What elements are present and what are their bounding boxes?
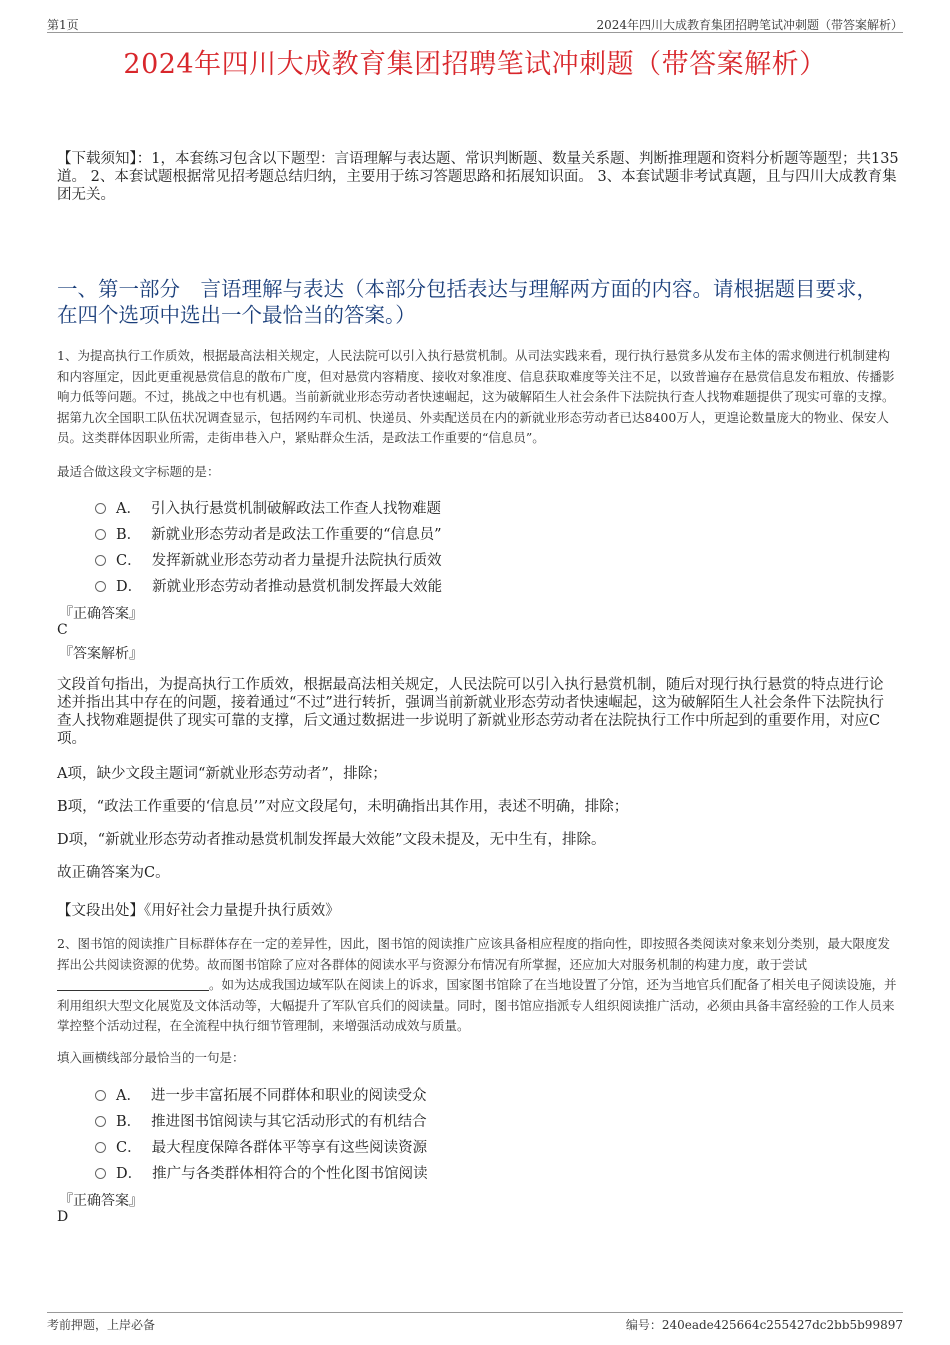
radio-icon[interactable] bbox=[95, 1168, 106, 1179]
q2-option-d[interactable]: D． 推广与各类群体相符合的个性化图书馆阅读 bbox=[95, 1162, 428, 1182]
q1-option-a[interactable]: A． 引入执行悬赏机制破解政法工作查人找物难题 bbox=[95, 497, 441, 517]
section-heading: 一、第一部分 言语理解与表达（本部分包括表达与理解两方面的内容。请根据题目要求，在四个选项中选出一个最恰当的答案。） bbox=[57, 277, 877, 327]
q1-analysis-conclusion: 故正确答案为C。 bbox=[57, 865, 170, 881]
footer-slogan: 考前押题，上岸必备 bbox=[47, 1318, 156, 1332]
question-1-text: 1、为提高执行工作质效，根据最高法相关规定，人民法院可以引入执行悬赏机制。从司法实践来看，现行执行悬赏多从发布主体的需求侧进行机制建构和内容厘定，因此更重视悬赏信息的散布广度，但对悬赏内容精度、接收对象准度、信息获取难度等关注不足，以致普遍存在悬赏信息发布粗放、传播影响力低等问题。不过，挑战之中也有机遇。当前新就业形态劳动者快速崛起，这为破解陌生人社会条件下法院执行查人找物难题提供了现实可靠的支撑。据第九次全国职工队伍状况调查显示，包括网约车司机、快递员、外卖配送员在内的新就业形态劳动者已达8400万人，更遑论数量庞大的物业、保安人员。这类群体因职业所需，走街串巷入户，紧贴群众生活，是政法工作重要的“信息员”。 bbox=[57, 348, 895, 445]
footer-doc-id: 编号：240eade425664c255427dc2bb5b99897 bbox=[625, 1318, 903, 1332]
q1-answer-label: 『正确答案』 bbox=[59, 606, 143, 622]
q1-analysis-label: 『答案解析』 bbox=[59, 646, 143, 662]
q1-answer: C bbox=[57, 622, 68, 638]
q2-option-a[interactable]: A． 进一步丰富拓展不同群体和职业的阅读受众 bbox=[95, 1084, 426, 1104]
question-1-prompt: 最适合做这段文字标题的是： bbox=[57, 464, 220, 479]
question-2-text: 2、图书馆的阅读推广目标群体存在一定的差异性，因此，图书馆的阅读推广应该具备相应程度的指向性，即按照各类阅读对象来划分类别，最大限度发挥出公共阅读资源的优势。故而图书馆除了应对各群体的阅读水平与资源分布情况有所掌握，还应加大对服务机制的构建力度，敢于尝试。如为达成我国边域军队在阅读上的诉求，国家图书馆除了在当地设置了分馆，还为当地官兵们配备了相关电子阅读设施，并利用组织大型文化展览及文体活动等，大幅提升了军队官兵们的阅读量。同时，图书馆应指派专人组织阅读推广活动，必须由具备丰富经验的工作人员来掌控整个活动过程，在全流程中执行细节管理制，来增强活动成效与质量。 bbox=[57, 936, 897, 1033]
radio-icon[interactable] bbox=[95, 1090, 106, 1101]
download-notice: 【下载须知】：1，本套练习包含以下题型：言语理解与表达题、常识判断题、数量关系题、判断推理题和资料分析题等题型；共135道。 2、本套试题根据常见招考题总结归纳，主要用于练习答题思路和拓展知识面。 3、本套试题非考试真题，且与四川大成教育集团无关。 bbox=[57, 151, 899, 203]
q1-analysis-main: 文段首句指出，为提高执行工作质效，根据最高法相关规定，人民法院可以引入执行悬赏机制，随后对现行执行悬赏的特点进行论述并指出其中存在的问题，接着通过“不过”进行转折，强调当前新就业形态劳动者快速崛起，这为破解陌生人社会条件下法院执行查人找物难题提供了现实可靠的支撑，后文通过数据进一步说明了新就业形态劳动者在法院执行工作中所起到的重要作用，对应C项。 bbox=[57, 677, 884, 747]
q1-analysis-a: A项，缺少文段主题词“新就业形态劳动者”，排除； bbox=[57, 766, 387, 782]
q1-option-c[interactable]: C． 发挥新就业形态劳动者力量提升法院执行质效 bbox=[95, 549, 442, 569]
q1-analysis-b: B项，“政法工作重要的‘信息员’”对应文段尾句，未明确指出其作用，表述不明确，排除； bbox=[57, 799, 629, 815]
q1-source: 【文段出处】《用好社会力量提升执行质效》 bbox=[57, 903, 340, 919]
header-doc-title: 2024年四川大成教育集团招聘笔试冲刺题（带答案解析） bbox=[596, 18, 903, 32]
radio-icon[interactable] bbox=[95, 555, 106, 566]
q2-answer-label: 『正确答案』 bbox=[59, 1193, 143, 1209]
page-footer bbox=[47, 1312, 903, 1331]
q1-option-b[interactable]: B． 新就业形态劳动者是政法工作重要的“信息员” bbox=[95, 523, 441, 543]
q2-option-b[interactable]: B． 推进图书馆阅读与其它活动形式的有机结合 bbox=[95, 1110, 427, 1130]
radio-icon[interactable] bbox=[95, 1142, 106, 1153]
q2-option-c[interactable]: C． 最大程度保障各群体平等享有这些阅读资源 bbox=[95, 1136, 427, 1156]
radio-icon[interactable] bbox=[95, 581, 106, 592]
q2-answer: D bbox=[57, 1209, 69, 1225]
page-number: 第1页 bbox=[47, 18, 79, 32]
radio-icon[interactable] bbox=[95, 503, 106, 514]
page-header bbox=[47, 14, 903, 33]
question-2-prompt: 填入画横线部分最恰当的一句是： bbox=[57, 1050, 245, 1065]
radio-icon[interactable] bbox=[95, 1116, 106, 1127]
fill-blank bbox=[57, 978, 209, 991]
radio-icon[interactable] bbox=[95, 529, 106, 540]
document-title: 2024年四川大成教育集团招聘笔试冲刺题（带答案解析） bbox=[123, 49, 827, 80]
q1-analysis-d: D项，“新就业形态劳动者推动悬赏机制发挥最大效能”文段未提及，无中生有，排除。 bbox=[57, 832, 606, 848]
q1-option-d[interactable]: D． 新就业形态劳动者推动悬赏机制发挥最大效能 bbox=[95, 575, 442, 595]
